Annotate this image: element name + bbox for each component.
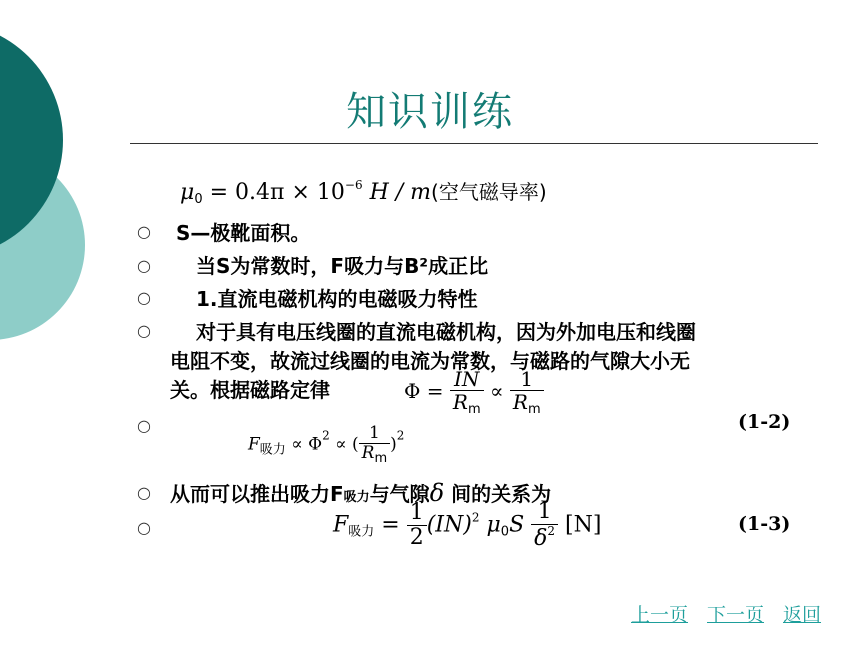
mu-note: (空气磁导率) (431, 180, 547, 204)
next-page-link[interactable]: 下一页 (707, 604, 765, 626)
paragraph-line-2: 电阻不变，故流过线圈的电流为常数，与磁路的气隙大小无 (170, 349, 690, 373)
bullet-icon: ○ (137, 483, 151, 502)
section-heading: 1.直流电磁机构的电磁吸力特性 (196, 287, 478, 311)
equation-force-proportional: $F_{吸力} \propto \Phi^2$ ∝ ( $\frac{1}{R_m}$ )$^2$ (248, 423, 405, 466)
mu-formula: $\mu_0 = 0.4\pi \times 10^{-6}$ H / m(空气磁导率) (180, 178, 547, 207)
paragraph-line-1: 对于具有电压线圈的直流电磁机构，因为外加电压和线圈 (196, 320, 696, 344)
bullet-icon: ○ (137, 288, 151, 307)
delta-symbol: δ (429, 479, 445, 507)
equation-number-1-3: (1-3) (738, 513, 791, 535)
equation-number-1-2: (1-2) (738, 411, 791, 433)
bullet-icon: ○ (137, 321, 151, 340)
equation-force: $F_{吸力}$ = $\frac{1}{2}$ (IN)$^2$ $\mu_0S$ $\frac{1}{\delta^2}$ [N] (333, 499, 602, 552)
decorative-circles (0, 0, 140, 360)
equation-flux: Φ = $\frac{IN}{R_m}$ ∝ $\frac{1}{R_m}$ (404, 368, 544, 417)
bullet-icon: ○ (137, 222, 151, 241)
page-title: 知识训练 (346, 89, 514, 135)
prev-page-link[interactable]: 上一页 (631, 604, 689, 626)
title-divider (130, 143, 818, 144)
back-link[interactable]: 返回 (783, 604, 822, 626)
bullet-icon: ○ (137, 518, 151, 537)
s-constant-text: 当S为常数时，F吸力与B²成正比 (196, 254, 489, 278)
bullet-icon: ○ (137, 256, 151, 275)
paragraph-line-3: 关。根据磁路定律 (170, 378, 330, 402)
derive-text: 从而可以推出吸力F吸力与气隙δ 间的关系为 (170, 479, 552, 507)
mu-symbol: μ (180, 180, 195, 205)
bullet-icon: ○ (137, 416, 151, 435)
s-definition: S—极靴面积。 (176, 221, 311, 245)
